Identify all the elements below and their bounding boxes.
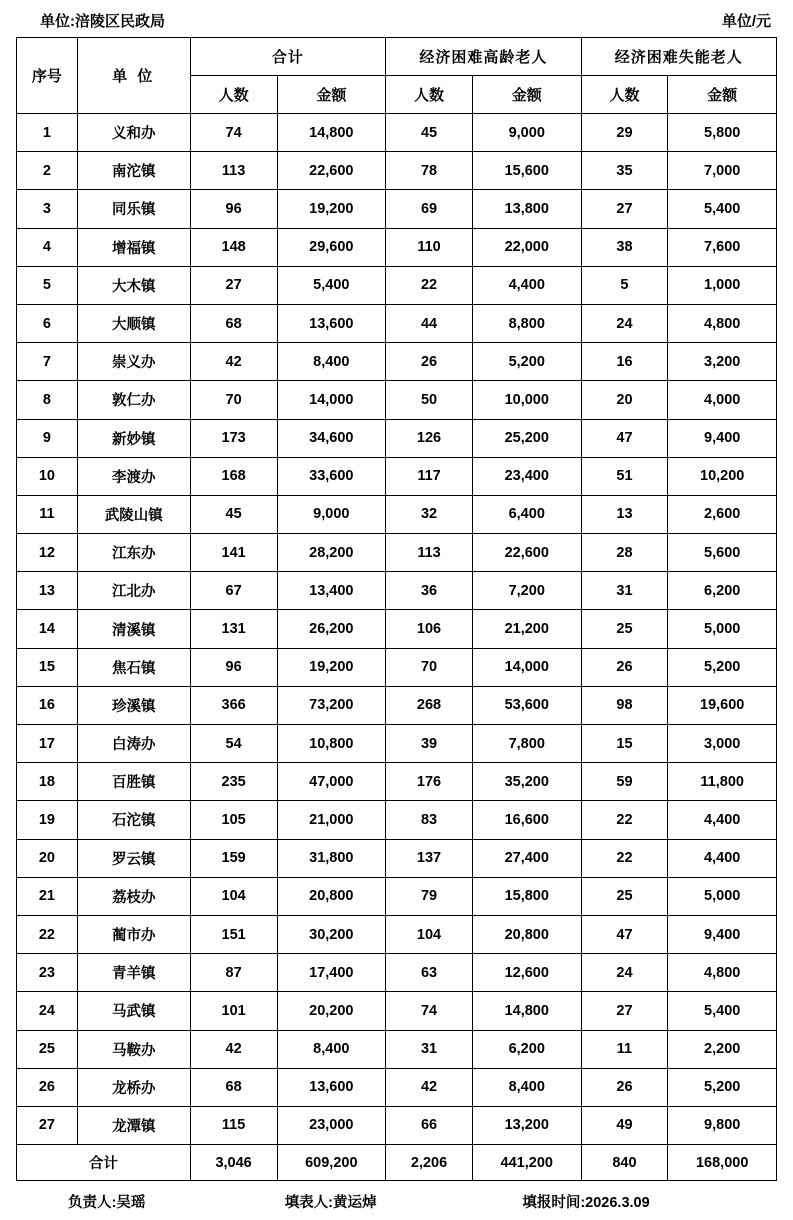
report-date: 填报时间:2026.3.09 — [522, 1195, 650, 1212]
row-total-amount: 13,600 — [277, 1068, 386, 1106]
row-elderly-amount: 15,600 — [472, 152, 581, 190]
row-disabled-amount: 4,400 — [668, 801, 777, 839]
row-seq: 8 — [17, 381, 78, 419]
row-unit: 罗云镇 — [77, 839, 190, 877]
row-elderly-people: 268 — [386, 686, 473, 724]
row-seq: 1 — [17, 114, 78, 152]
row-seq: 10 — [17, 457, 78, 495]
column-header-total-people: 人数 — [190, 76, 277, 114]
row-total-people: 27 — [190, 266, 277, 304]
row-disabled-people: 59 — [581, 763, 668, 801]
row-unit: 马武镇 — [77, 992, 190, 1030]
table-body — [17, 114, 777, 1145]
table-head — [17, 38, 777, 114]
row-total-people: 68 — [190, 1068, 277, 1106]
row-total-amount: 20,800 — [277, 877, 386, 915]
table-row — [17, 419, 777, 457]
row-elderly-amount: 7,200 — [472, 572, 581, 610]
row-unit: 崇义办 — [77, 343, 190, 381]
row-disabled-people: 13 — [581, 495, 668, 533]
total-elderly-amount: 441,200 — [472, 1145, 581, 1181]
row-total-people: 148 — [190, 228, 277, 266]
row-total-people: 96 — [190, 648, 277, 686]
row-total-amount: 26,200 — [277, 610, 386, 648]
row-unit: 焦石镇 — [77, 648, 190, 686]
row-elderly-people: 74 — [386, 992, 473, 1030]
row-disabled-people: 25 — [581, 610, 668, 648]
row-total-amount: 33,600 — [277, 457, 386, 495]
row-elderly-amount: 8,400 — [472, 1068, 581, 1106]
row-disabled-amount: 7,000 — [668, 152, 777, 190]
row-elderly-amount: 16,600 — [472, 801, 581, 839]
row-elderly-amount: 13,200 — [472, 1106, 581, 1144]
row-disabled-amount: 5,000 — [668, 610, 777, 648]
row-total-people: 101 — [190, 992, 277, 1030]
table-header-group-row — [17, 38, 777, 76]
row-seq: 3 — [17, 190, 78, 228]
row-disabled-amount: 3,000 — [668, 725, 777, 763]
row-elderly-people: 110 — [386, 228, 473, 266]
row-seq: 21 — [17, 877, 78, 915]
row-elderly-amount: 25,200 — [472, 419, 581, 457]
table-row — [17, 266, 777, 304]
row-unit: 百胜镇 — [77, 763, 190, 801]
row-elderly-amount: 9,000 — [472, 114, 581, 152]
row-total-amount: 22,600 — [277, 152, 386, 190]
row-disabled-people: 31 — [581, 572, 668, 610]
row-total-amount: 14,000 — [277, 381, 386, 419]
row-elderly-people: 113 — [386, 534, 473, 572]
row-disabled-amount: 4,800 — [668, 954, 777, 992]
row-elderly-people: 83 — [386, 801, 473, 839]
row-elderly-amount: 12,600 — [472, 954, 581, 992]
row-total-amount: 10,800 — [277, 725, 386, 763]
row-total-people: 96 — [190, 190, 277, 228]
column-header-group-total: 合计 — [190, 38, 385, 76]
row-elderly-people: 137 — [386, 839, 473, 877]
row-total-people: 54 — [190, 725, 277, 763]
row-unit: 青羊镇 — [77, 954, 190, 992]
row-total-people: 131 — [190, 610, 277, 648]
row-disabled-people: 35 — [581, 152, 668, 190]
table-row — [17, 686, 777, 724]
table-row — [17, 648, 777, 686]
row-elderly-amount: 14,000 — [472, 648, 581, 686]
table-row — [17, 190, 777, 228]
row-disabled-people: 20 — [581, 381, 668, 419]
row-total-amount: 73,200 — [277, 686, 386, 724]
row-total-amount: 19,200 — [277, 190, 386, 228]
row-total-amount: 29,600 — [277, 228, 386, 266]
row-disabled-amount: 5,600 — [668, 534, 777, 572]
row-seq: 7 — [17, 343, 78, 381]
row-total-people: 42 — [190, 343, 277, 381]
row-total-amount: 8,400 — [277, 343, 386, 381]
row-seq: 5 — [17, 266, 78, 304]
row-total-people: 151 — [190, 915, 277, 953]
row-disabled-amount: 4,000 — [668, 381, 777, 419]
row-elderly-people: 104 — [386, 915, 473, 953]
row-elderly-amount: 10,000 — [472, 381, 581, 419]
row-seq: 22 — [17, 915, 78, 953]
row-seq: 6 — [17, 304, 78, 342]
issuing-unit-label: 单位:涪陵区民政局 — [40, 13, 165, 30]
row-disabled-amount: 5,200 — [668, 648, 777, 686]
row-elderly-people: 63 — [386, 954, 473, 992]
row-disabled-people: 26 — [581, 1068, 668, 1106]
row-seq: 15 — [17, 648, 78, 686]
row-disabled-people: 49 — [581, 1106, 668, 1144]
row-total-amount: 19,200 — [277, 648, 386, 686]
row-elderly-amount: 8,800 — [472, 304, 581, 342]
row-disabled-amount: 4,400 — [668, 839, 777, 877]
row-seq: 13 — [17, 572, 78, 610]
row-elderly-amount: 5,200 — [472, 343, 581, 381]
row-total-amount: 5,400 — [277, 266, 386, 304]
row-disabled-people: 22 — [581, 839, 668, 877]
row-unit: 南沱镇 — [77, 152, 190, 190]
row-elderly-amount: 23,400 — [472, 457, 581, 495]
row-total-amount: 21,000 — [277, 801, 386, 839]
row-total-people: 159 — [190, 839, 277, 877]
table-row — [17, 114, 777, 152]
row-disabled-amount: 1,000 — [668, 266, 777, 304]
row-total-amount: 13,400 — [277, 572, 386, 610]
row-total-amount: 47,000 — [277, 763, 386, 801]
table-foot — [17, 1145, 777, 1181]
row-elderly-amount: 15,800 — [472, 877, 581, 915]
row-unit: 大木镇 — [77, 266, 190, 304]
row-unit: 荔枝办 — [77, 877, 190, 915]
row-total-people: 115 — [190, 1106, 277, 1144]
row-unit: 义和办 — [77, 114, 190, 152]
row-disabled-amount: 11,800 — [668, 763, 777, 801]
row-disabled-amount: 2,600 — [668, 495, 777, 533]
column-header-elderly-amount: 金额 — [472, 76, 581, 114]
row-elderly-people: 31 — [386, 1030, 473, 1068]
row-seq: 23 — [17, 954, 78, 992]
row-unit: 武陵山镇 — [77, 495, 190, 533]
row-seq: 4 — [17, 228, 78, 266]
row-elderly-people: 117 — [386, 457, 473, 495]
row-total-amount: 28,200 — [277, 534, 386, 572]
table-total-row — [17, 1145, 777, 1181]
total-label: 合计 — [17, 1145, 191, 1181]
row-disabled-people: 28 — [581, 534, 668, 572]
row-unit: 马鞍办 — [77, 1030, 190, 1068]
table-row — [17, 534, 777, 572]
table-row — [17, 725, 777, 763]
row-disabled-people: 11 — [581, 1030, 668, 1068]
row-disabled-amount: 5,400 — [668, 992, 777, 1030]
row-seq: 2 — [17, 152, 78, 190]
row-unit: 新妙镇 — [77, 419, 190, 457]
row-seq: 11 — [17, 495, 78, 533]
row-unit: 蔺市办 — [77, 915, 190, 953]
row-total-amount: 30,200 — [277, 915, 386, 953]
row-elderly-amount: 6,200 — [472, 1030, 581, 1068]
total-elderly-people: 2,206 — [386, 1145, 473, 1181]
row-elderly-people: 42 — [386, 1068, 473, 1106]
row-disabled-people: 24 — [581, 304, 668, 342]
row-disabled-amount: 5,200 — [668, 1068, 777, 1106]
row-total-people: 168 — [190, 457, 277, 495]
row-disabled-people: 51 — [581, 457, 668, 495]
row-total-people: 68 — [190, 304, 277, 342]
row-elderly-amount: 53,600 — [472, 686, 581, 724]
row-elderly-people: 176 — [386, 763, 473, 801]
row-elderly-people: 66 — [386, 1106, 473, 1144]
row-elderly-amount: 20,800 — [472, 915, 581, 953]
document-header — [16, 10, 777, 37]
table-row — [17, 954, 777, 992]
column-header-total-amount: 金额 — [277, 76, 386, 114]
row-disabled-people: 27 — [581, 190, 668, 228]
row-unit: 大顺镇 — [77, 304, 190, 342]
row-disabled-people: 47 — [581, 419, 668, 457]
row-elderly-amount: 13,800 — [472, 190, 581, 228]
row-unit: 石沱镇 — [77, 801, 190, 839]
table-row — [17, 877, 777, 915]
row-total-amount: 8,400 — [277, 1030, 386, 1068]
row-elderly-people: 106 — [386, 610, 473, 648]
row-elderly-people: 126 — [386, 419, 473, 457]
table-row — [17, 1030, 777, 1068]
row-total-amount: 23,000 — [277, 1106, 386, 1144]
row-total-people: 42 — [190, 1030, 277, 1068]
row-elderly-people: 32 — [386, 495, 473, 533]
row-total-people: 141 — [190, 534, 277, 572]
total-disabled-people: 840 — [581, 1145, 668, 1181]
row-disabled-amount: 19,600 — [668, 686, 777, 724]
row-total-amount: 9,000 — [277, 495, 386, 533]
row-elderly-people: 78 — [386, 152, 473, 190]
row-disabled-amount: 9,400 — [668, 419, 777, 457]
row-total-people: 105 — [190, 801, 277, 839]
row-elderly-amount: 27,400 — [472, 839, 581, 877]
row-total-amount: 20,200 — [277, 992, 386, 1030]
row-seq: 16 — [17, 686, 78, 724]
row-seq: 12 — [17, 534, 78, 572]
column-header-unit: 单 位 — [77, 38, 190, 114]
table-row — [17, 763, 777, 801]
row-elderly-people: 70 — [386, 648, 473, 686]
row-disabled-amount: 5,800 — [668, 114, 777, 152]
row-total-amount: 31,800 — [277, 839, 386, 877]
row-disabled-amount: 9,800 — [668, 1106, 777, 1144]
row-total-people: 235 — [190, 763, 277, 801]
row-disabled-amount: 6,200 — [668, 572, 777, 610]
row-disabled-amount: 5,400 — [668, 190, 777, 228]
row-seq: 24 — [17, 992, 78, 1030]
row-seq: 18 — [17, 763, 78, 801]
total-total-amount: 609,200 — [277, 1145, 386, 1181]
row-seq: 14 — [17, 610, 78, 648]
row-unit: 龙桥办 — [77, 1068, 190, 1106]
row-total-people: 74 — [190, 114, 277, 152]
table-row — [17, 801, 777, 839]
row-elderly-amount: 6,400 — [472, 495, 581, 533]
table-row — [17, 381, 777, 419]
row-unit: 增福镇 — [77, 228, 190, 266]
row-disabled-people: 38 — [581, 228, 668, 266]
row-unit: 江北办 — [77, 572, 190, 610]
row-total-people: 366 — [190, 686, 277, 724]
row-seq: 19 — [17, 801, 78, 839]
row-disabled-people: 25 — [581, 877, 668, 915]
table-row — [17, 304, 777, 342]
row-elderly-amount: 14,800 — [472, 992, 581, 1030]
row-elderly-amount: 21,200 — [472, 610, 581, 648]
row-total-amount: 13,600 — [277, 304, 386, 342]
row-unit: 江东办 — [77, 534, 190, 572]
row-total-people: 67 — [190, 572, 277, 610]
row-disabled-people: 26 — [581, 648, 668, 686]
row-unit: 清溪镇 — [77, 610, 190, 648]
row-elderly-people: 26 — [386, 343, 473, 381]
row-elderly-people: 22 — [386, 266, 473, 304]
row-seq: 20 — [17, 839, 78, 877]
table-row — [17, 572, 777, 610]
row-elderly-amount: 22,600 — [472, 534, 581, 572]
row-total-people: 173 — [190, 419, 277, 457]
row-elderly-amount: 35,200 — [472, 763, 581, 801]
table-row — [17, 343, 777, 381]
row-disabled-amount: 10,200 — [668, 457, 777, 495]
total-disabled-amount: 168,000 — [668, 1145, 777, 1181]
row-unit: 李渡办 — [77, 457, 190, 495]
row-elderly-amount: 7,800 — [472, 725, 581, 763]
row-disabled-people: 27 — [581, 992, 668, 1030]
row-seq: 17 — [17, 725, 78, 763]
form-filler: 填表人:黄运焯 — [284, 1195, 377, 1212]
row-total-amount: 14,800 — [277, 114, 386, 152]
row-disabled-people: 16 — [581, 343, 668, 381]
column-header-disabled-amount: 金额 — [668, 76, 777, 114]
row-elderly-people: 69 — [386, 190, 473, 228]
table-row — [17, 228, 777, 266]
row-disabled-amount: 2,200 — [668, 1030, 777, 1068]
row-disabled-amount: 5,000 — [668, 877, 777, 915]
table-row — [17, 495, 777, 533]
document-footer — [16, 1181, 777, 1212]
table-row — [17, 915, 777, 953]
row-disabled-people: 47 — [581, 915, 668, 953]
row-unit: 珍溪镇 — [77, 686, 190, 724]
table-row — [17, 992, 777, 1030]
table-row — [17, 152, 777, 190]
row-total-people: 70 — [190, 381, 277, 419]
table-row — [17, 839, 777, 877]
row-elderly-people: 50 — [386, 381, 473, 419]
row-seq: 27 — [17, 1106, 78, 1144]
table-row — [17, 457, 777, 495]
row-elderly-people: 39 — [386, 725, 473, 763]
row-total-people: 113 — [190, 152, 277, 190]
row-disabled-people: 24 — [581, 954, 668, 992]
row-disabled-people: 29 — [581, 114, 668, 152]
row-disabled-people: 15 — [581, 725, 668, 763]
row-elderly-amount: 22,000 — [472, 228, 581, 266]
row-seq: 26 — [17, 1068, 78, 1106]
row-seq: 25 — [17, 1030, 78, 1068]
row-disabled-amount: 4,800 — [668, 304, 777, 342]
row-disabled-amount: 9,400 — [668, 915, 777, 953]
row-elderly-amount: 4,400 — [472, 266, 581, 304]
row-unit: 敦仁办 — [77, 381, 190, 419]
row-elderly-people: 36 — [386, 572, 473, 610]
row-seq: 9 — [17, 419, 78, 457]
row-disabled-amount: 3,200 — [668, 343, 777, 381]
row-total-amount: 34,600 — [277, 419, 386, 457]
row-disabled-people: 22 — [581, 801, 668, 839]
currency-unit-label: 单位/元 — [721, 13, 771, 30]
table-row — [17, 1106, 777, 1144]
responsible-person: 负责人:吴瑶 — [68, 1195, 146, 1212]
column-header-seq: 序号 — [17, 38, 78, 114]
row-elderly-people: 79 — [386, 877, 473, 915]
row-total-people: 87 — [190, 954, 277, 992]
subsidy-table — [16, 37, 777, 1181]
column-header-group-disabled: 经济困难失能老人 — [581, 38, 776, 76]
row-elderly-people: 45 — [386, 114, 473, 152]
table-row — [17, 610, 777, 648]
row-unit: 同乐镇 — [77, 190, 190, 228]
table-row — [17, 1068, 777, 1106]
row-disabled-people: 98 — [581, 686, 668, 724]
row-disabled-amount: 7,600 — [668, 228, 777, 266]
row-unit: 龙潭镇 — [77, 1106, 190, 1144]
row-elderly-people: 44 — [386, 304, 473, 342]
column-header-disabled-people: 人数 — [581, 76, 668, 114]
row-disabled-people: 5 — [581, 266, 668, 304]
row-total-people: 45 — [190, 495, 277, 533]
row-unit: 白涛办 — [77, 725, 190, 763]
column-header-group-elderly: 经济困难高龄老人 — [386, 38, 581, 76]
row-total-amount: 17,400 — [277, 954, 386, 992]
column-header-elderly-people: 人数 — [386, 76, 473, 114]
total-total-people: 3,046 — [190, 1145, 277, 1181]
row-total-people: 104 — [190, 877, 277, 915]
